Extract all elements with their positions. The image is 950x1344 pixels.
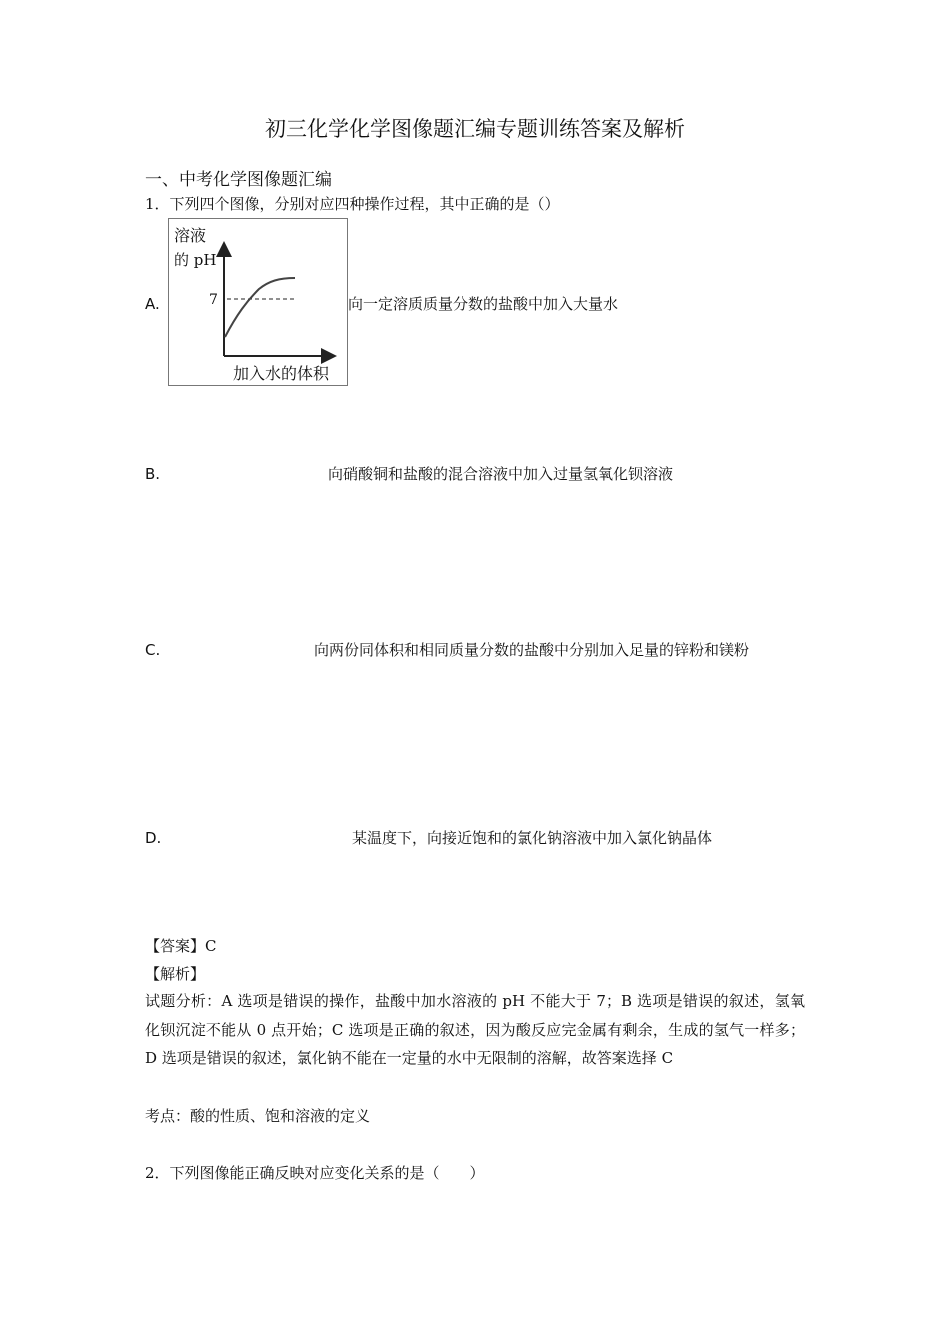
page-title: 初三化学化学图像题汇编专题训练答案及解析 <box>265 117 685 141</box>
analysis-paragraph: 试题分析：A 选项是错误的操作，盐酸中加水溶液的 pH 不能大于 7；B 选项是错误的叙述，氢氧化钡沉淀不能从 0 点开始；C 选项是正确的叙述，因为酸反应完金属有剩余，生成的氢气一样多；D 选项是错误的叙述，氯化钠不能在一定量的水中无限制的溶解，故答案选择 C <box>145 992 805 1067</box>
option-d-text: 某温度下，向接近饱和的氯化钠溶液中加入氯化钠晶体 <box>352 829 713 847</box>
option-d-letter: D. <box>145 829 162 847</box>
x-label: 加入水的体积 <box>233 364 330 383</box>
graph-a <box>168 218 348 386</box>
option-b-letter: B. <box>145 465 161 483</box>
y-label-line2: 的 pH <box>174 251 217 269</box>
option-b-text: 向硝酸铜和盐酸的混合溶液中加入过量氢氧化钡溶液 <box>328 465 674 483</box>
ph-curve <box>225 278 295 337</box>
graph-a-svg <box>169 219 347 385</box>
option-a-text: 向一定溶质质量分数的盐酸中加入大量水 <box>348 295 619 313</box>
analysis-heading: 【解析】 <box>145 965 206 983</box>
kaodian-line: 考点：酸的性质、饱和溶液的定义 <box>145 1107 371 1125</box>
ph7-label: 7 <box>209 292 218 308</box>
y-label-line1: 溶液 <box>174 226 207 245</box>
question-1-stem: 1．下列四个图像，分别对应四种操作过程，其中正确的是（） <box>145 195 560 213</box>
option-c-text: 向两份同体积和相同质量分数的盐酸中分别加入足量的锌粉和镁粉 <box>314 641 750 659</box>
option-a-letter: A. <box>145 295 160 313</box>
question-2-stem: 2．下列图像能正确反映对应变化关系的是（ ） <box>145 1164 485 1182</box>
section-heading: 一、中考化学图像题汇编 <box>145 170 332 190</box>
option-c-letter: C. <box>145 641 161 659</box>
answer-line: 【答案】C <box>145 937 217 955</box>
